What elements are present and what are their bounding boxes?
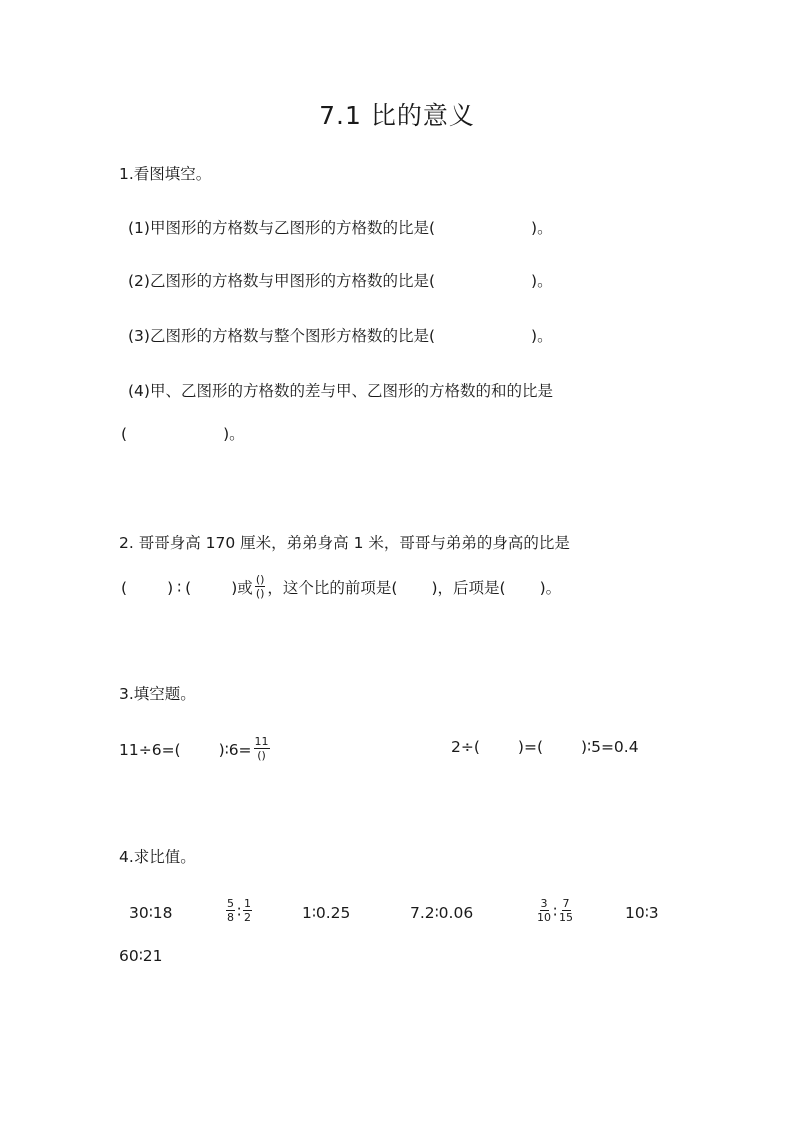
q2-close-b: )。 <box>539 579 562 597</box>
q2-close-a: )，后项是( <box>431 579 506 597</box>
q4-ratio-2-a-num: 5 <box>227 897 234 910</box>
q2-line-1: 2. 哥哥身高 170 厘米，弟弟身高 1 米，哥哥与弟弟的身高的比是 <box>119 534 570 552</box>
q1-item-3-close: )。 <box>531 327 553 345</box>
q4-ratio-4: 7.2∶0.06 <box>410 904 474 922</box>
q2-line-2 <box>121 573 562 601</box>
q4-ratio-3: 1∶0.25 <box>302 904 351 922</box>
q2-fraction-den[interactable]: () <box>255 587 265 600</box>
q2-open-2: ( <box>185 579 192 597</box>
q1-heading: 1.看图填空。 <box>119 165 212 183</box>
q4-ratio-5-b-den: 15 <box>559 911 574 924</box>
q4-ratio-5-b-num: 7 <box>562 897 570 910</box>
q1-item-2-close: )。 <box>531 272 553 290</box>
q4-ratio-5-frac-a <box>537 898 551 923</box>
q3-heading: 3.填空题。 <box>119 685 196 703</box>
q1-item-4-close: )。 <box>223 425 245 443</box>
q3-left-fraction-den[interactable]: () <box>257 749 266 762</box>
q4-heading: 4.求比值。 <box>119 848 196 866</box>
q3-left-fraction <box>254 736 270 761</box>
q4-ratio-6: 10∶3 <box>625 904 659 922</box>
q4-ratio-5-a-den: 10 <box>537 911 551 924</box>
q3-left-a: 11÷6=( <box>119 741 181 759</box>
page-title: 7.1 比的意义 <box>319 101 475 130</box>
q2-close-2: ) <box>231 579 238 597</box>
q1-item-2-text: (2)乙图形的方格数与甲图形的方格数的比是( <box>128 272 436 290</box>
q4-ratio-5 <box>535 897 575 925</box>
q3-right-b: )=( <box>517 738 543 756</box>
q4-ratio-2-frac-b <box>243 898 252 923</box>
q1-item-4 <box>128 384 553 400</box>
q3-left <box>119 735 272 763</box>
q2-or: 或 <box>237 579 253 597</box>
q1-item-3-text: (3)乙图形的方格数与整个图形方格数的比是( <box>128 327 436 345</box>
q2-colon: ∶ <box>177 579 182 597</box>
q1-item-1 <box>128 221 553 237</box>
q3-right <box>451 740 639 756</box>
q4-ratio-2-b-den: 2 <box>244 911 252 924</box>
q3-left-b: )∶6= <box>218 741 252 759</box>
q2-fraction <box>255 574 266 599</box>
q4-ratio-2-frac-a <box>226 898 235 923</box>
q4-ratio-1: 30∶18 <box>129 904 173 922</box>
q1-item-4-open: ( <box>121 425 128 443</box>
q1-item-1-text: (1)甲图形的方格数与乙图形的方格数的比是( <box>128 219 436 237</box>
q4-ratio-5-a-num: 3 <box>540 897 548 910</box>
q2-mid: ，这个比的前项是( <box>267 579 398 597</box>
q3-left-fraction-num: 11 <box>254 735 269 748</box>
q3-right-a: 2÷( <box>451 738 480 756</box>
q2-open-1: ( <box>121 579 128 597</box>
q4-ratio-7: 60∶21 <box>119 947 163 965</box>
q1-item-4-text: (4)甲、乙图形的方格数的差与甲、乙图形的方格数的和的比是 <box>128 382 553 400</box>
q4-ratio-2-a-den: 8 <box>227 911 234 924</box>
q2-close-1: ) <box>167 579 174 597</box>
q1-item-2 <box>128 274 553 290</box>
q1-item-4-cont <box>121 427 245 443</box>
q4-ratio-5-colon: ∶ <box>553 903 558 921</box>
q4-ratio-2 <box>224 897 254 925</box>
q2-fraction-num[interactable]: () <box>255 573 265 586</box>
q4-ratio-2-colon: ∶ <box>237 903 242 921</box>
q1-item-1-close: )。 <box>531 219 553 237</box>
q1-item-3 <box>128 329 553 345</box>
q3-right-c: )∶5=0.4 <box>581 738 639 756</box>
q4-ratio-5-frac-b <box>559 898 573 923</box>
q4-ratio-2-b-num: 1 <box>244 897 252 910</box>
